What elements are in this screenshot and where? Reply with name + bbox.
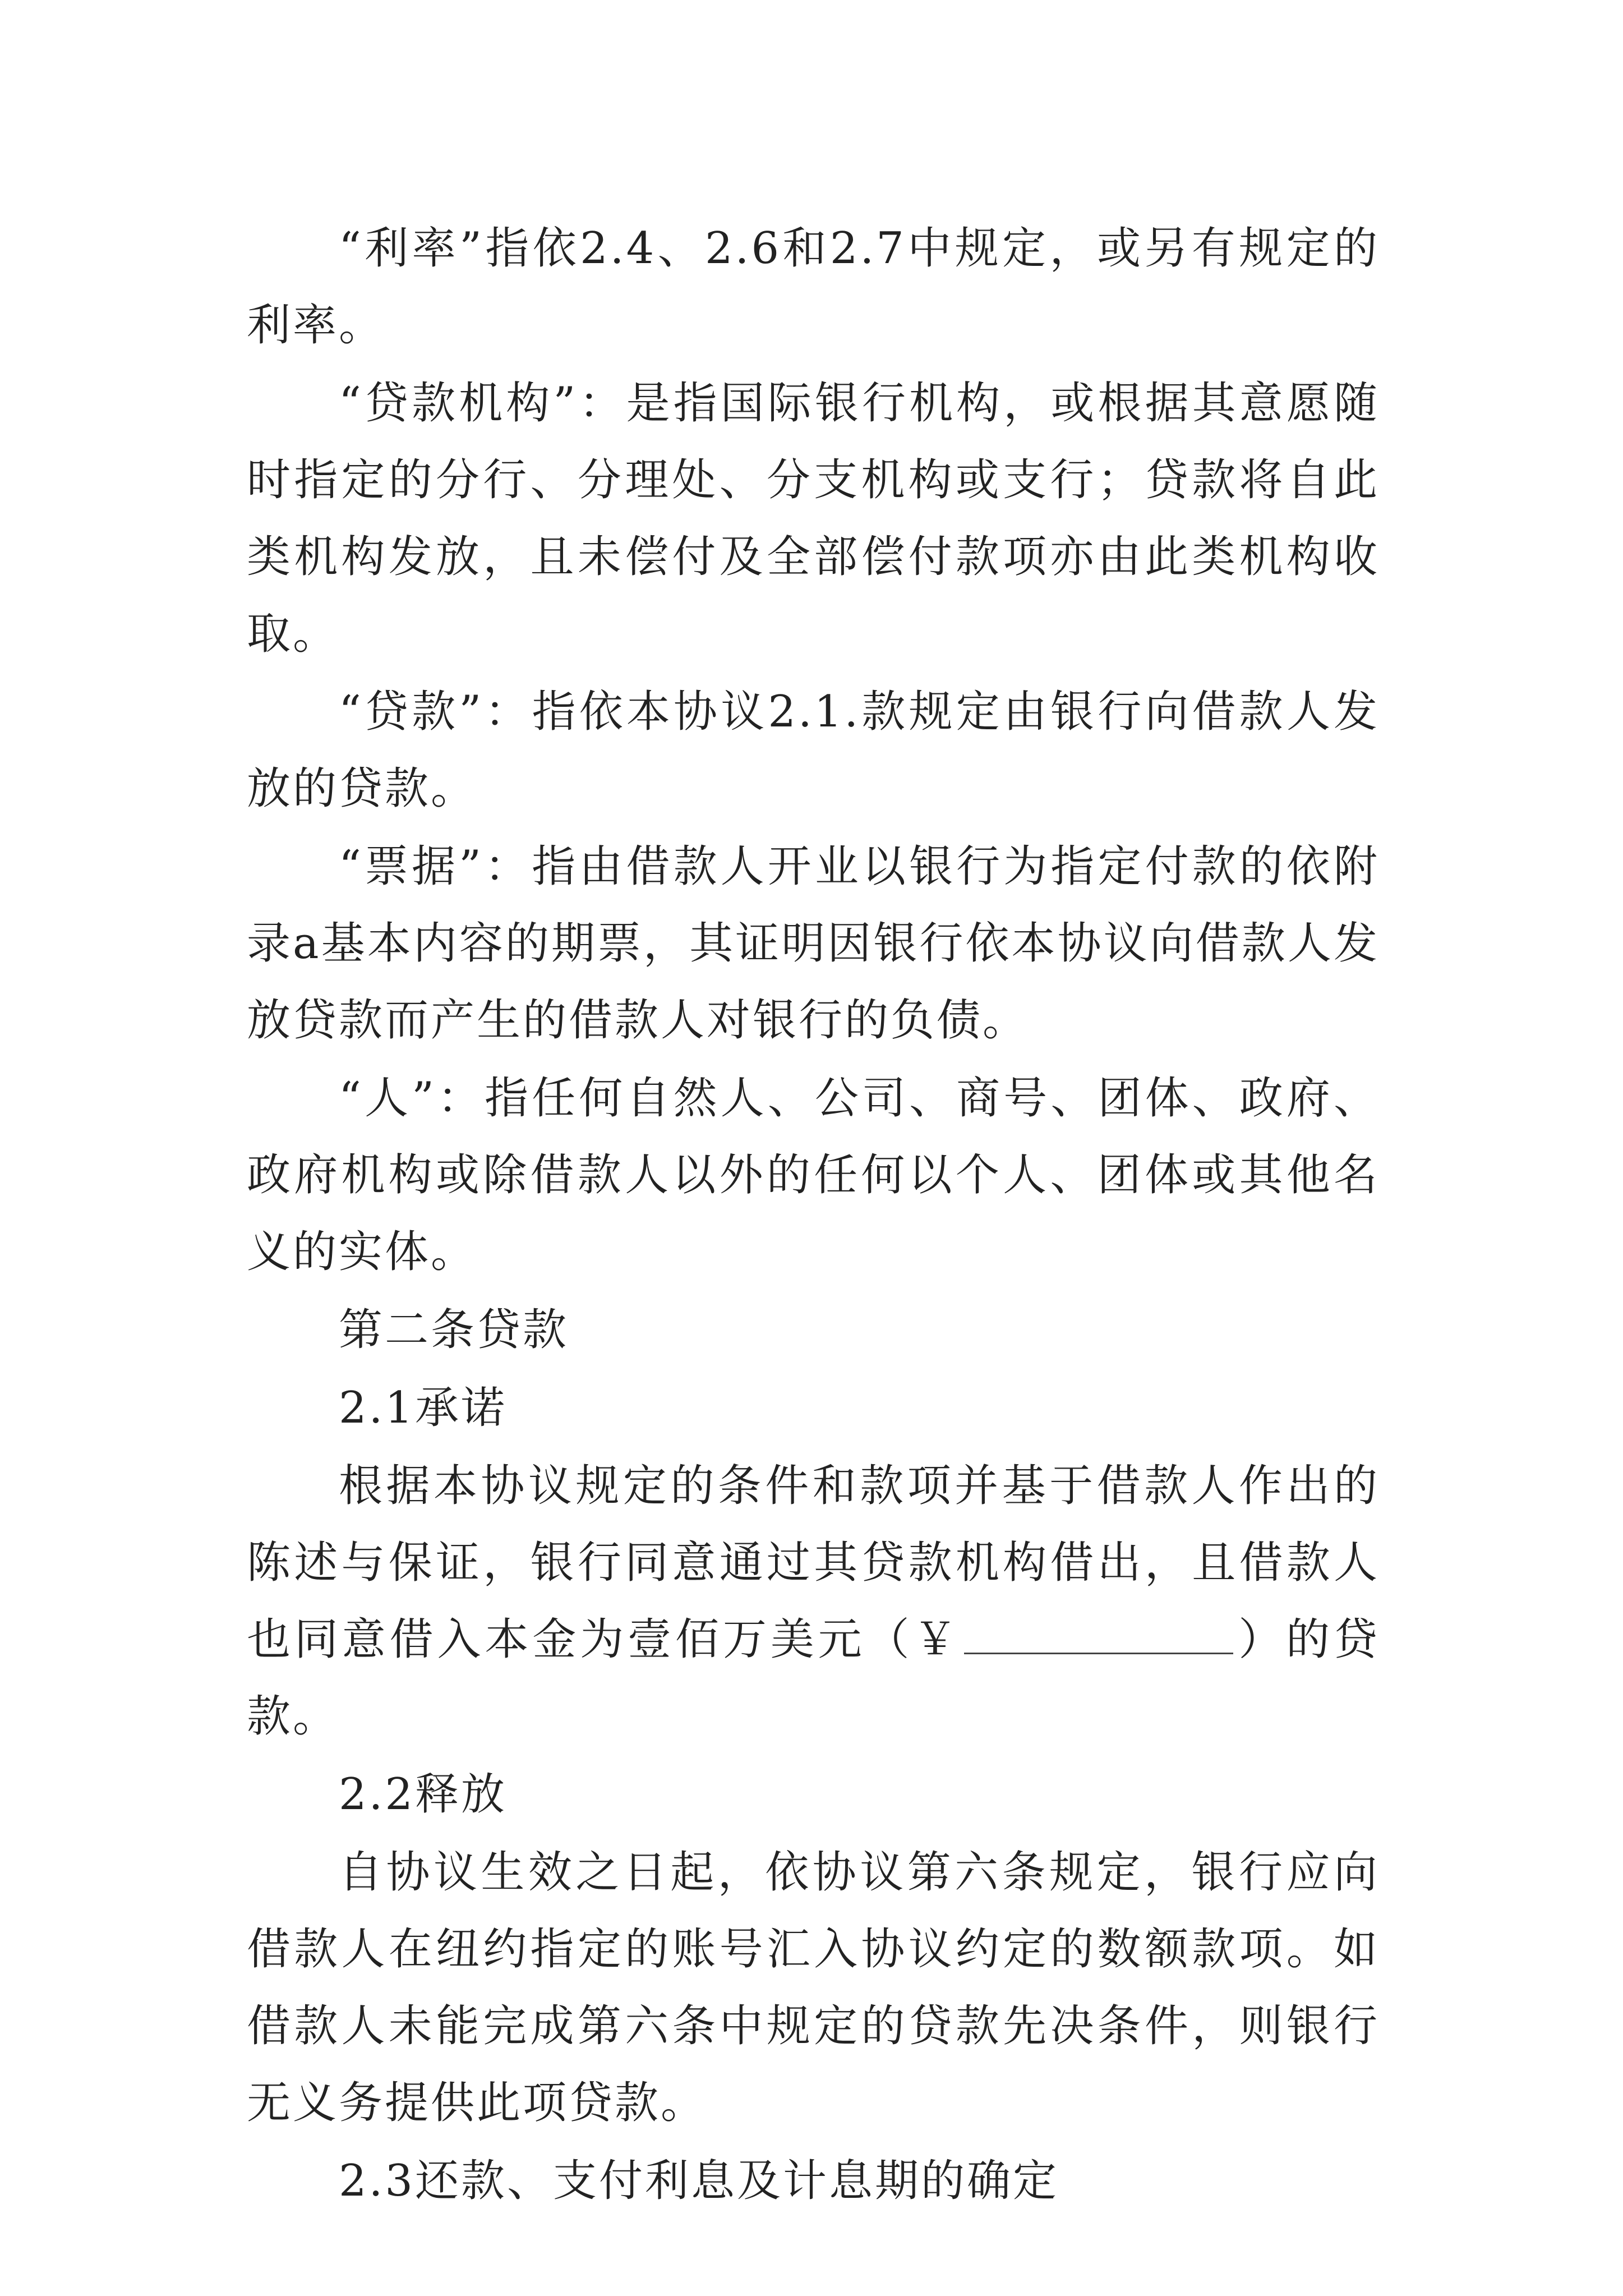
section-2-1-text-before: 根据本协议规定的条件和款项并基于借款人作出的陈述与保证，银行同意通过其贷款机构借出，且借款人也同意借入本金为壹佰万美元（￥	[247, 1461, 1380, 1665]
definition-person: “人”：指任何自然人、公司、商号、团体、政府、政府机构或除借款人以外的任何以个人、团体或其他名义的实体。	[247, 1073, 1380, 1277]
article-two-heading: 第二条贷款	[339, 1305, 569, 1355]
definition-note: “票据”：指由借款人开业以银行为指定付款的依附录a基本内容的期票，其证明因银行依本协议向借款人发放贷款而产生的借款人对银行的负债。	[247, 841, 1380, 1046]
section-2-2-body: 自协议生效之日起，依协议第六条规定，银行应向借款人在纽约指定的账号汇入协议约定的数额款项。如借款人未能完成第六条中规定的贷款先决条件，则银行无义务提供此项贷款。	[247, 1847, 1380, 2128]
amount-blank	[964, 1619, 1233, 1654]
definition-interest-rate: “利率”指依2.4、2.6和2.7中规定，或另有规定的利率。	[247, 223, 1380, 351]
section-2-2-heading: 2.2释放	[339, 1769, 508, 1820]
definition-loan: “贷款”：指依本协议2.1.款规定由银行向借款人发放的贷款。	[247, 687, 1380, 814]
section-2-1-heading: 2.1承诺	[339, 1383, 508, 1433]
section-2-1-text-after: ）的贷款。	[247, 1614, 1380, 1742]
section-2-3-heading: 2.3还款、支付利息及计息期的确定	[339, 2156, 1059, 2206]
document-body	[247, 210, 1380, 2221]
section-2-1-body	[247, 1448, 1380, 1755]
definition-lending-office: “贷款机构”：是指国际银行机构，或根据其意愿随时指定的分行、分理处、分支机构或支行；贷款将自此类机构发放，且未偿付及全部偿付款项亦由此类机构收取。	[247, 378, 1380, 659]
